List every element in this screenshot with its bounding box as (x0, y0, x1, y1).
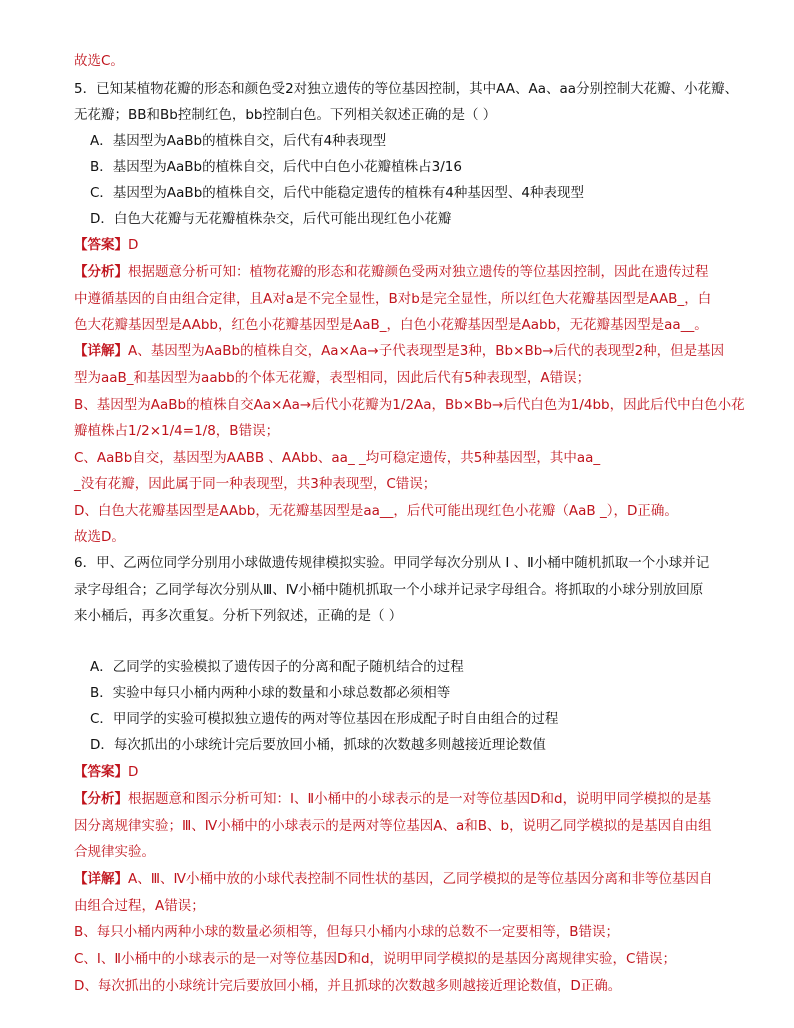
q6-detail-line-4: C、Ⅰ、Ⅱ小桶中的小球表示的是一对等位基因D和d，说明甲同学模拟的是基因分离规律实验，C错误； (74, 951, 676, 967)
q6-detail-line-1 (74, 869, 713, 889)
q6-option-c: C．甲同学的实验可模拟独立遗传的两对等位基因在形成配子时自由组合的过程 (90, 711, 559, 727)
q6-detail-line-2: 由组合过程，A错误； (74, 898, 205, 914)
q5-conclusion: 故选D。 (74, 529, 125, 545)
q5-analysis-line-2: 中遵循基因的自由组合定律，且A对a是不完全显性，B对b是完全显性，所以红色大花瓣基因型是AAB_，白 (74, 291, 712, 307)
q6-answer-tag: 【答案】 (74, 764, 128, 780)
q6-detail-line-5: D、每次抓出的小球统计完后要放回小桶，并且抓球的次数越多则越接近理论数值，D正确。 (74, 978, 622, 994)
q6-stem-line-3: 来小桶后，再多次重复。分析下列叙述，正确的是（ ） (74, 608, 403, 624)
q6-analysis-line-2: 因分离规律实验；Ⅲ、Ⅳ小桶中的小球表示的是两对等位基因A、a和B、b，说明乙同学模拟的是基因自由组 (74, 818, 712, 834)
q5-detail-line-4: 瓣植株占1/2×1/4=1/8，B错误； (74, 423, 280, 439)
q6-detail-text: A、Ⅲ、Ⅳ小桶中放的小球代表控制不同性状的基因，乙同学模拟的是等位基因分离和非等位基因自 (128, 871, 713, 887)
q5-option-d: D．白色大花瓣与无花瓣植株杂交，后代可能出现红色小花瓣 (90, 211, 452, 227)
q5-analysis-line-1 (74, 262, 709, 282)
q6-stem-line-2: 录字母组合；乙同学每次分别从Ⅲ、Ⅳ小桶中随机抓取一个小球并记录字母组合。将抓取的小球分别放回原 (74, 582, 704, 598)
q6-option-d: D．每次抓出的小球统计完后要放回小桶，抓球的次数越多则越接近理论数值 (90, 737, 546, 753)
q6-answer-value: D (128, 764, 139, 780)
q6-option-b: B．实验中每只小桶内两种小球的数量和小球总数都必须相等 (90, 685, 451, 701)
q5-answer-line (74, 235, 138, 255)
q5-analysis-tag: 【分析】 (74, 264, 128, 280)
q6-option-a: A．乙同学的实验模拟了遗传因子的分离和配子随机结合的过程 (90, 659, 464, 675)
prev-conclusion: 故选C。 (74, 53, 124, 69)
q6-analysis-tag: 【分析】 (74, 791, 128, 807)
q5-detail-line-1 (74, 341, 724, 361)
q5-detail-line-6: _没有花瓣，因此属于同一种表现型，共3种表现型，C错误； (74, 476, 437, 492)
q6-analysis-line-3: 合规律实验。 (74, 844, 155, 860)
q6-stem-line-1: 6．甲、乙两位同学分别用小球做遗传规律模拟实验。甲同学每次分别从 Ⅰ 、Ⅱ小桶中随机抓取一个小球并记 (74, 555, 710, 571)
q5-option-b: B．基因型为AaBb的植株自交，后代中白色小花瓣植株占3/16 (90, 159, 462, 175)
q5-detail-line-5: C、AaBb自交，基因型为AABB 、AAbb、aa_ _均可稳定遗传，共5种基因型，其中aa_ (74, 450, 601, 466)
q6-detail-line-3: B、每只小桶内两种小球的数量必须相等，但每只小桶内小球的总数不一定要相等，B错误； (74, 924, 620, 940)
q6-answer-line (74, 762, 138, 782)
q6-analysis-line-1 (74, 789, 711, 809)
q5-analysis-line-3: 色大花瓣基因型是AAbb，红色小花瓣基因型是AaB_，白色小花瓣基因型是Aabb，无花瓣基因型是aa__。 (74, 317, 708, 333)
q5-stem-line-1: 5．已知某植物花瓣的形态和颜色受2对独立遗传的等位基因控制，其中AA、Aa、aa分别控制大花瓣、小花瓣、 (74, 81, 739, 97)
q5-detail-line-3: B、基因型为AaBb的植株自交Aa×Aa→后代小花瓣为1/2Aa，Bb×Bb→后代白色为1/4bb，因此后代中白色小花 (74, 397, 745, 413)
q5-detail-line-2: 型为aaB_和基因型为aabb的个体无花瓣，表型相同，因此后代有5种表现型，A错误； (74, 370, 591, 386)
q6-analysis-text: 根据题意和图示分析可知：Ⅰ、Ⅱ小桶中的小球表示的是一对等位基因D和d，说明甲同学模拟的是基 (128, 791, 712, 807)
q6-detail-tag: 【详解】 (74, 871, 128, 887)
q5-answer-value: D (128, 237, 139, 253)
q5-option-c: C．基因型为AaBb的植株自交，后代中能稳定遗传的植株有4种基因型、4种表现型 (90, 185, 584, 201)
q5-detail-line-7: D、白色大花瓣基因型是AAbb，无花瓣基因型是aa__，后代可能出现红色小花瓣（AaB _），D正确。 (74, 503, 678, 519)
q5-answer-tag: 【答案】 (74, 237, 128, 253)
q5-analysis-text: 根据题意分析可知：植物花瓣的形态和花瓣颜色受两对独立遗传的等位基因控制，因此在遗传过程 (128, 264, 709, 280)
q5-stem-line-2: 无花瓣；BB和Bb控制红色，bb控制白色。下列相关叙述正确的是（ ） (74, 107, 497, 123)
q5-option-a: A．基因型为AaBb的植株自交，后代有4种表现型 (90, 133, 387, 149)
q5-detail-text: A、基因型为AaBb的植株自交，Aa×Aa→子代表现型是3种，Bb×Bb→后代的表现型2种，但是基因 (128, 343, 725, 359)
q5-detail-tag: 【详解】 (74, 343, 128, 359)
